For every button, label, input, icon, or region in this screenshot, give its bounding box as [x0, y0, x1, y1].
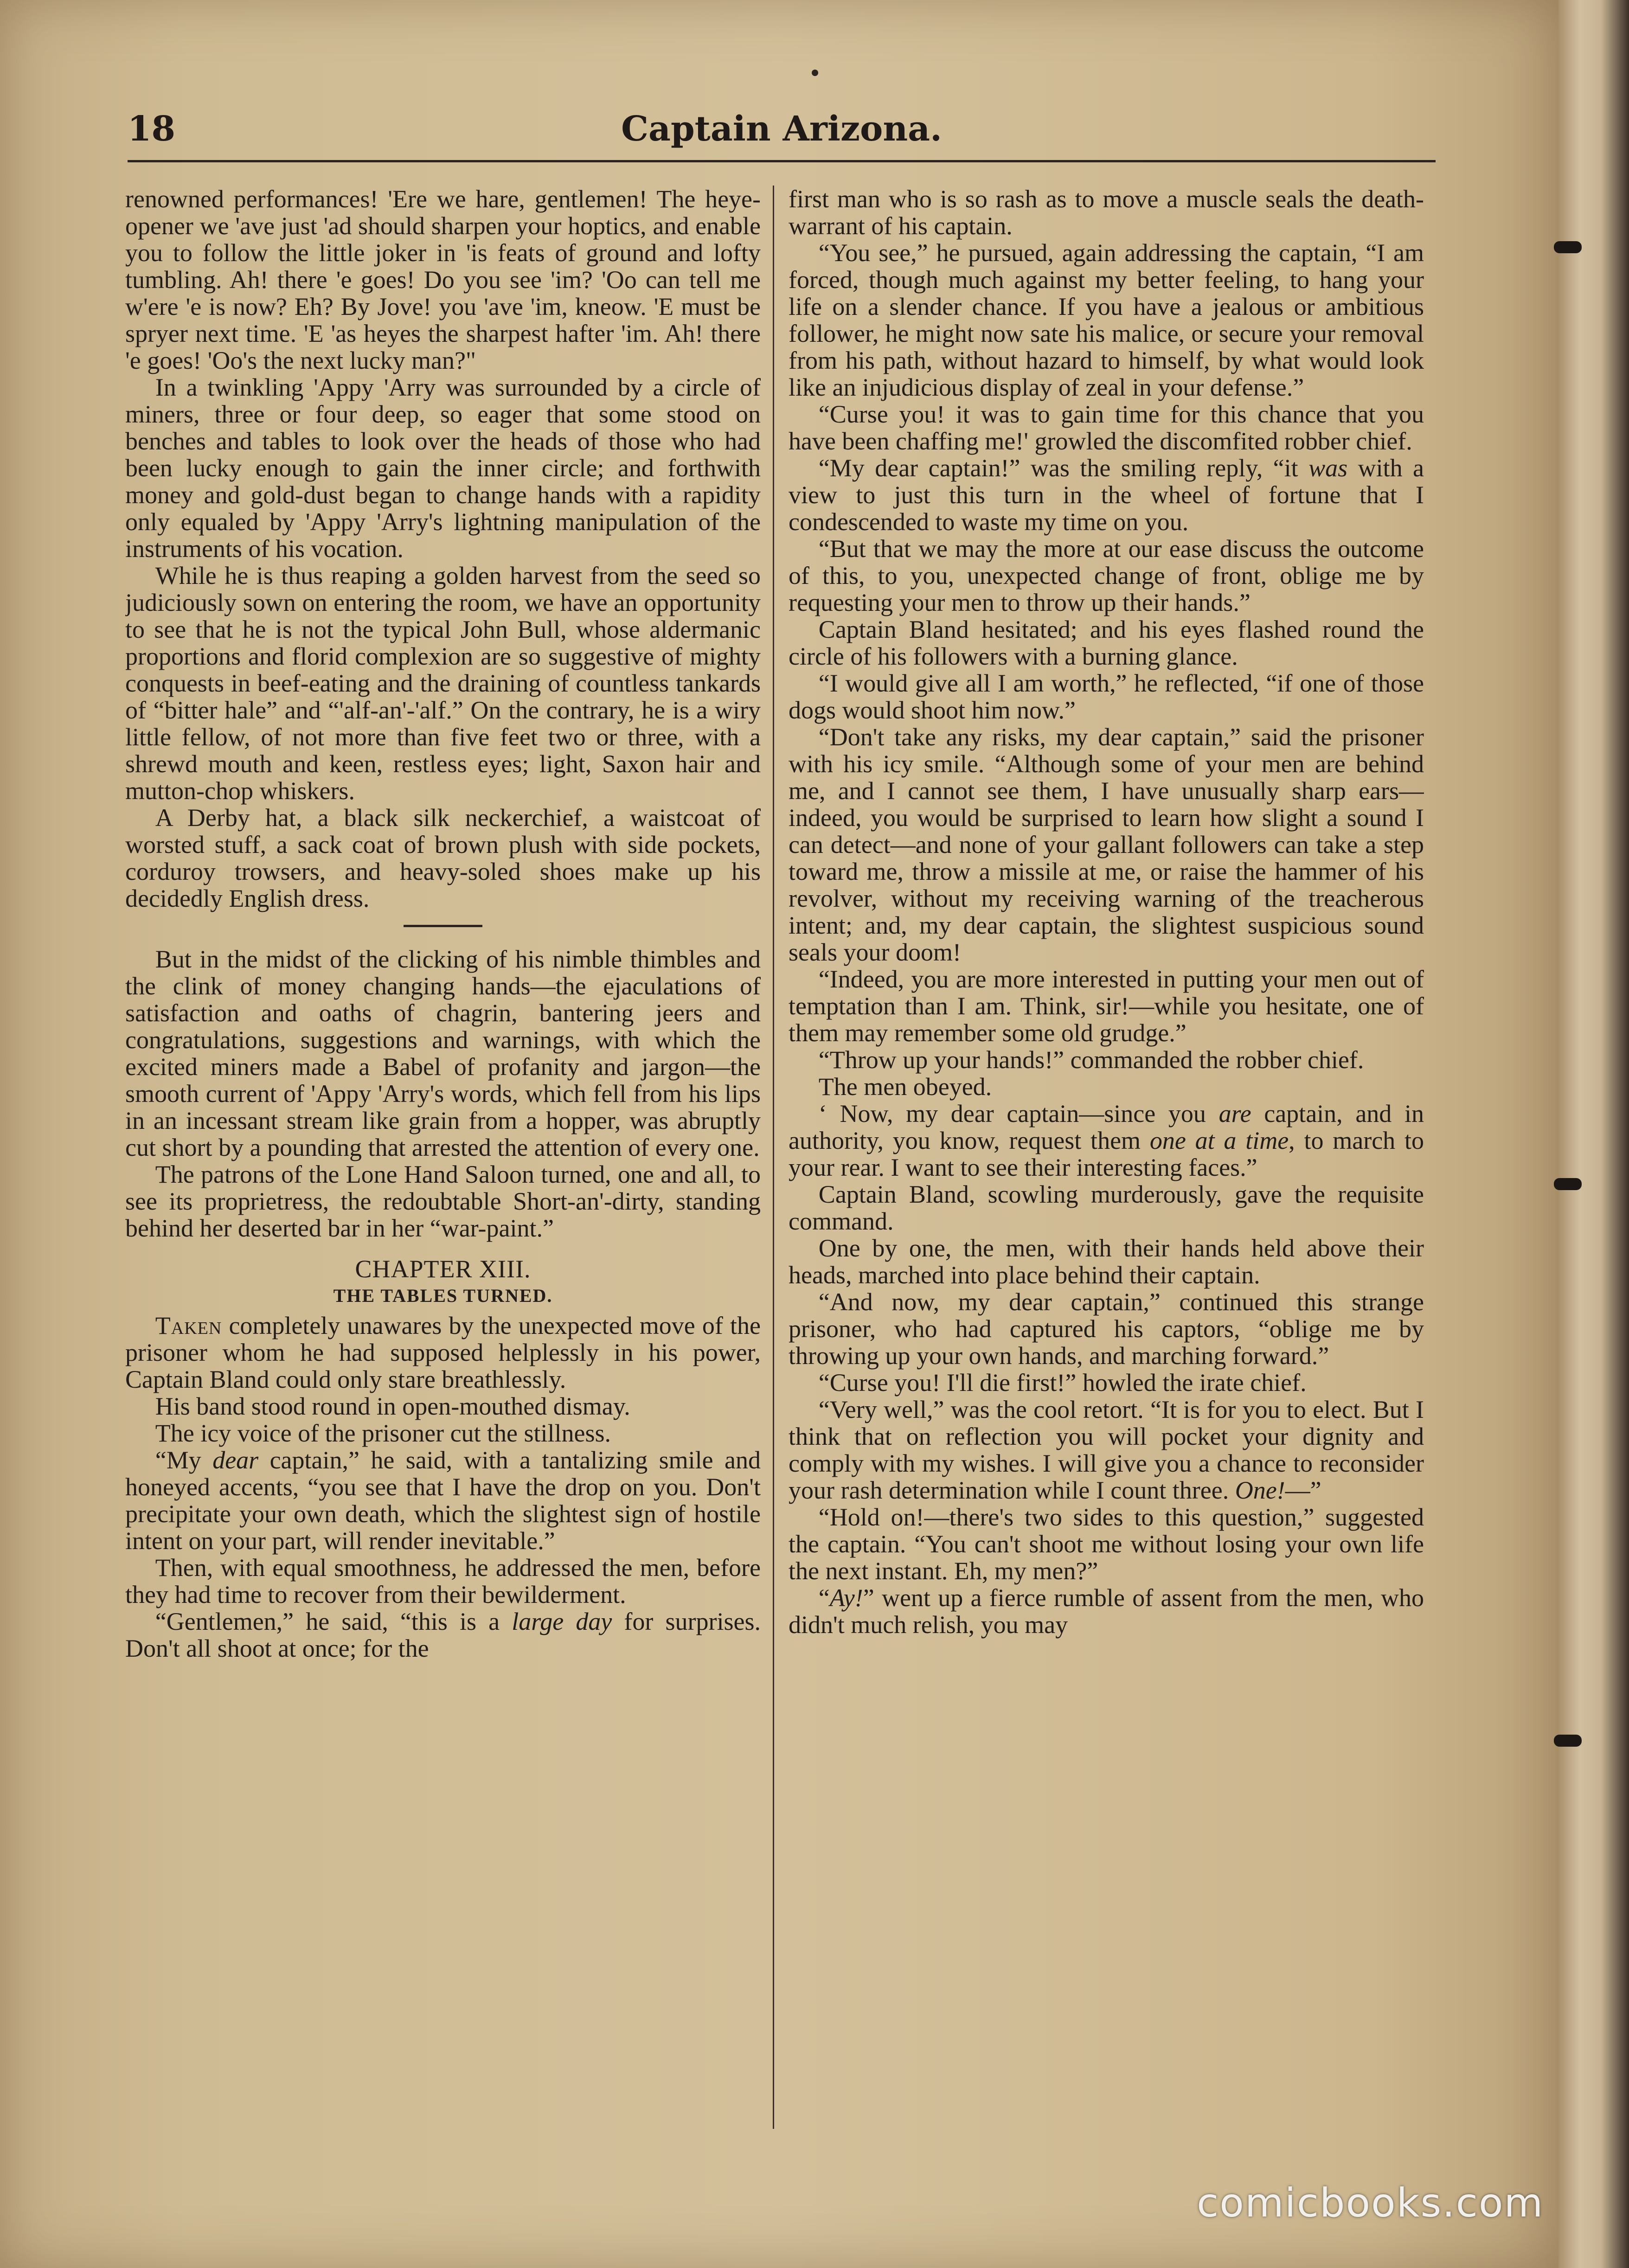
left-column — [125, 186, 761, 2133]
emphasis: are — [1219, 1100, 1251, 1128]
page-header — [128, 109, 1436, 162]
paragraph: Then, with equal smoothness, he addressed the men, before they had time to recover from their bewilderment. — [125, 1554, 761, 1608]
emphasis: Ay! — [829, 1584, 863, 1612]
column-divider — [773, 186, 774, 2129]
binding-spine — [1558, 0, 1629, 2268]
paragraph: The patrons of the Lone Hand Saloon turned, one and all, to see its proprietress, the redoubtable Short-an'-dirty, standing behind her deserted bar in her “war-paint.” — [125, 1160, 761, 1242]
paragraph-text: —” — [1285, 1476, 1321, 1504]
paragraph-text: , to march to your rear. I want to see their interesting faces.” — [789, 1127, 1424, 1181]
paragraph — [789, 455, 1424, 535]
chapter-title: CHAPTER XIII. — [355, 1255, 531, 1283]
paragraph-text: ” went up a fierce rumble of assent from the men, who didn't much relish, you may — [789, 1584, 1424, 1639]
paragraph: “I would give all I am worth,” he reflected, “if one of those dogs would shoot him now.” — [789, 669, 1424, 724]
emphasis: was — [1308, 454, 1348, 482]
paragraph-text: “Very well,” was the cool retort. “It is for you to elect. But I think that on reflection you will pocket your dignity and comply with my wishes. I will give you a chance to reconsider your rash determination while I count three. — [789, 1396, 1424, 1504]
paragraph: “Throw up your hands!” commanded the robber chief. — [818, 1046, 1364, 1074]
right-column — [789, 186, 1424, 2133]
paragraph: “Hold on!—there's two sides to this question,” suggested the captain. “You can't shoot me without losing your own life the next instant. Eh, my men?” — [789, 1503, 1424, 1585]
paragraph: The men obeyed. — [818, 1073, 992, 1101]
binding-staple — [1554, 241, 1582, 253]
paragraph: “Don't take any risks, my dear captain,” said the prisoner with his icy smile. “Although some of your men are behind me, and I cannot see them, I have unusually sharp ears—indeed, you would be surprised to learn how slight a sound I can detect—and none of your gallant followers can take a step toward me, throw a missile at me, or raise the hammer of his revolver, without my receiving warning of the treacherous intent; and, my dear captain, the slightest suspicious sound seals your doom! — [789, 723, 1424, 966]
paragraph: renowned performances! 'Ere we hare, gentlemen! The heye-opener we 'ave just 'ad should sharpen your hoptics, and enable you to follow the little joker in 'is feats of ground and lofty tumbling. Ah! there 'e goes! Do you see 'im? 'Oo can tell me w'ere 'e is now? Eh? By Jove! you 'ave 'im, kneow. 'E must be spryer next time. 'E 'as heyes the sharpest hafter 'im. Ah! there 'e goes! 'Oo's the next lucky man?" — [125, 186, 761, 374]
page-number: 18 — [128, 109, 175, 149]
paragraph-text: “Gentlemen,” he said, “this is a — [155, 1608, 512, 1635]
paragraph — [125, 1447, 761, 1554]
paragraph — [789, 1100, 1424, 1181]
paragraph: His band stood round in open-mouthed dismay. — [155, 1392, 630, 1420]
emphasis: one at a time — [1149, 1127, 1289, 1154]
emphasis: large day — [512, 1608, 612, 1635]
paragraph-text: ‘ Now, my dear captain—since you — [818, 1100, 1219, 1128]
lead-word: Taken — [155, 1312, 222, 1339]
paragraph: “And now, my dear captain,” continued this strange prisoner, who had captured his captors, “oblige me by throwing up your own hands, and marching forward.” — [789, 1288, 1424, 1370]
paragraph-text: with a view to just this turn in the wheel of fortune that I condescended to waste my time on you. — [789, 454, 1424, 536]
paragraph — [789, 1584, 1424, 1638]
chapter-subtitle: THE TABLES TURNED. — [333, 1285, 553, 1306]
paragraph-text: completely unawares by the unexpected move of the prisoner whom he had supposed helplessly in his power, Captain Bland could only stare breathlessly. — [125, 1312, 761, 1393]
ink-dot — [812, 70, 818, 76]
paragraph: One by one, the men, with their hands held above their heads, marched into place behind their captain. — [789, 1234, 1424, 1289]
paragraph: While he is thus reaping a golden harvest from the seed so judiciously sown on entering the room, we have an opportunity to see that he is not the typical John Bull, whose aldermanic proportions and florid complexion are so suggestive of mighty conquests in beef-eating and the draining of countless tankards of “bitter hale” and “'alf-an'-'alf.” On the contrary, he is a wiry little fellow, of not more than five feet two or three, with a shrewd mouth and keen, restless eyes; light, Saxon hair and mutton-chop whiskers. — [125, 562, 761, 805]
paragraph-text: “My dear captain!” was the smiling reply, “it — [818, 454, 1309, 482]
paragraph: “Curse you! it was to gain time for this chance that you have been chaffing me!' growled the discomfited robber chief. — [789, 400, 1424, 455]
paragraph: The icy voice of the prisoner cut the stillness. — [155, 1419, 611, 1447]
paragraph: first man who is so rash as to move a muscle seals the death-warrant of his captain. — [789, 186, 1424, 240]
paragraph: “You see,” he pursued, again addressing the captain, “I am forced, though much against my better feeling, to hang your life on a slender chance. If you have a jealous or ambitious follower, he might now sate his malice, or secure your removal from his path, without hazard to himself, by what would look like an injudicious display of zeal in your defense.” — [789, 239, 1424, 401]
running-title: Captain Arizona. — [621, 109, 942, 149]
paragraph-text: “ — [818, 1584, 830, 1612]
paragraph-text: “My — [155, 1446, 213, 1474]
emphasis: One! — [1235, 1476, 1285, 1504]
paragraph-text: for surprises. Don't all shoot at once; for the — [125, 1608, 761, 1662]
paragraph — [789, 1396, 1424, 1504]
paragraph: A Derby hat, a black silk neckerchief, a waistcoat of worsted stuff, a sack coat of brown plush with side pockets, corduroy trowsers, and heavy-soled shoes make up his decidedly English dress. — [125, 804, 761, 912]
paragraph-text: captain,” he said, with a tantalizing smile and honeyed accents, “you see that I have the drop on you. Don't precipitate your own death, which the slightest sign of hostile intent on your part, will render inevitable.” — [125, 1446, 761, 1555]
paragraph: “Curse you! I'll die first!” howled the irate chief. — [818, 1369, 1307, 1397]
paragraph: “Indeed, you are more interested in putting your men out of temptation than I am. Think, sir!—while you hesitate, one of them may remember some old grudge.” — [789, 965, 1424, 1047]
binding-staple — [1554, 1735, 1582, 1747]
watermark-text: comicbooks.com — [1197, 2180, 1544, 2226]
paragraph: “But that we may the more at our ease discuss the outcome of this, to you, unexpected change of front, oblige me by requesting your men to throw up their hands.” — [789, 535, 1424, 616]
binding-staple — [1554, 1178, 1582, 1190]
paragraph: In a twinkling 'Appy 'Arry was surrounded by a circle of miners, three or four deep, so eager that some stood on benches and tables to look over the heads of those who had been lucky enough to gain the inner circle; and forthwith money and gold-dust began to change hands with a rapidity only equaled by 'Appy 'Arry's lightning manipulation of the instruments of his vocation. — [125, 373, 761, 563]
emphasis: dear — [212, 1446, 259, 1474]
paragraph-text: captain, and in authority, you know, request them — [789, 1100, 1424, 1154]
paragraph: Captain Bland hesitated; and his eyes flashed round the circle of his followers with a burning glance. — [789, 615, 1424, 670]
section-break-rule — [404, 925, 482, 927]
paragraph: Captain Bland, scowling murderously, gave the requisite command. — [789, 1180, 1424, 1235]
paragraph: But in the midst of the clicking of his nimble thimbles and the clink of money changing hands—the ejaculations of satisfaction and oaths of chagrin, bantering jeers and congratulations, suggestions and warnings, with which the excited miners made a Babel of profanity and jargon—the smooth current of 'Appy 'Arry's words, which fell from his lips in an incessant stream like grain from a hopper, was abruptly cut short by a pounding that arrested the attention of every one. — [125, 945, 761, 1161]
paragraph — [125, 1608, 761, 1662]
paragraph — [125, 1312, 761, 1393]
